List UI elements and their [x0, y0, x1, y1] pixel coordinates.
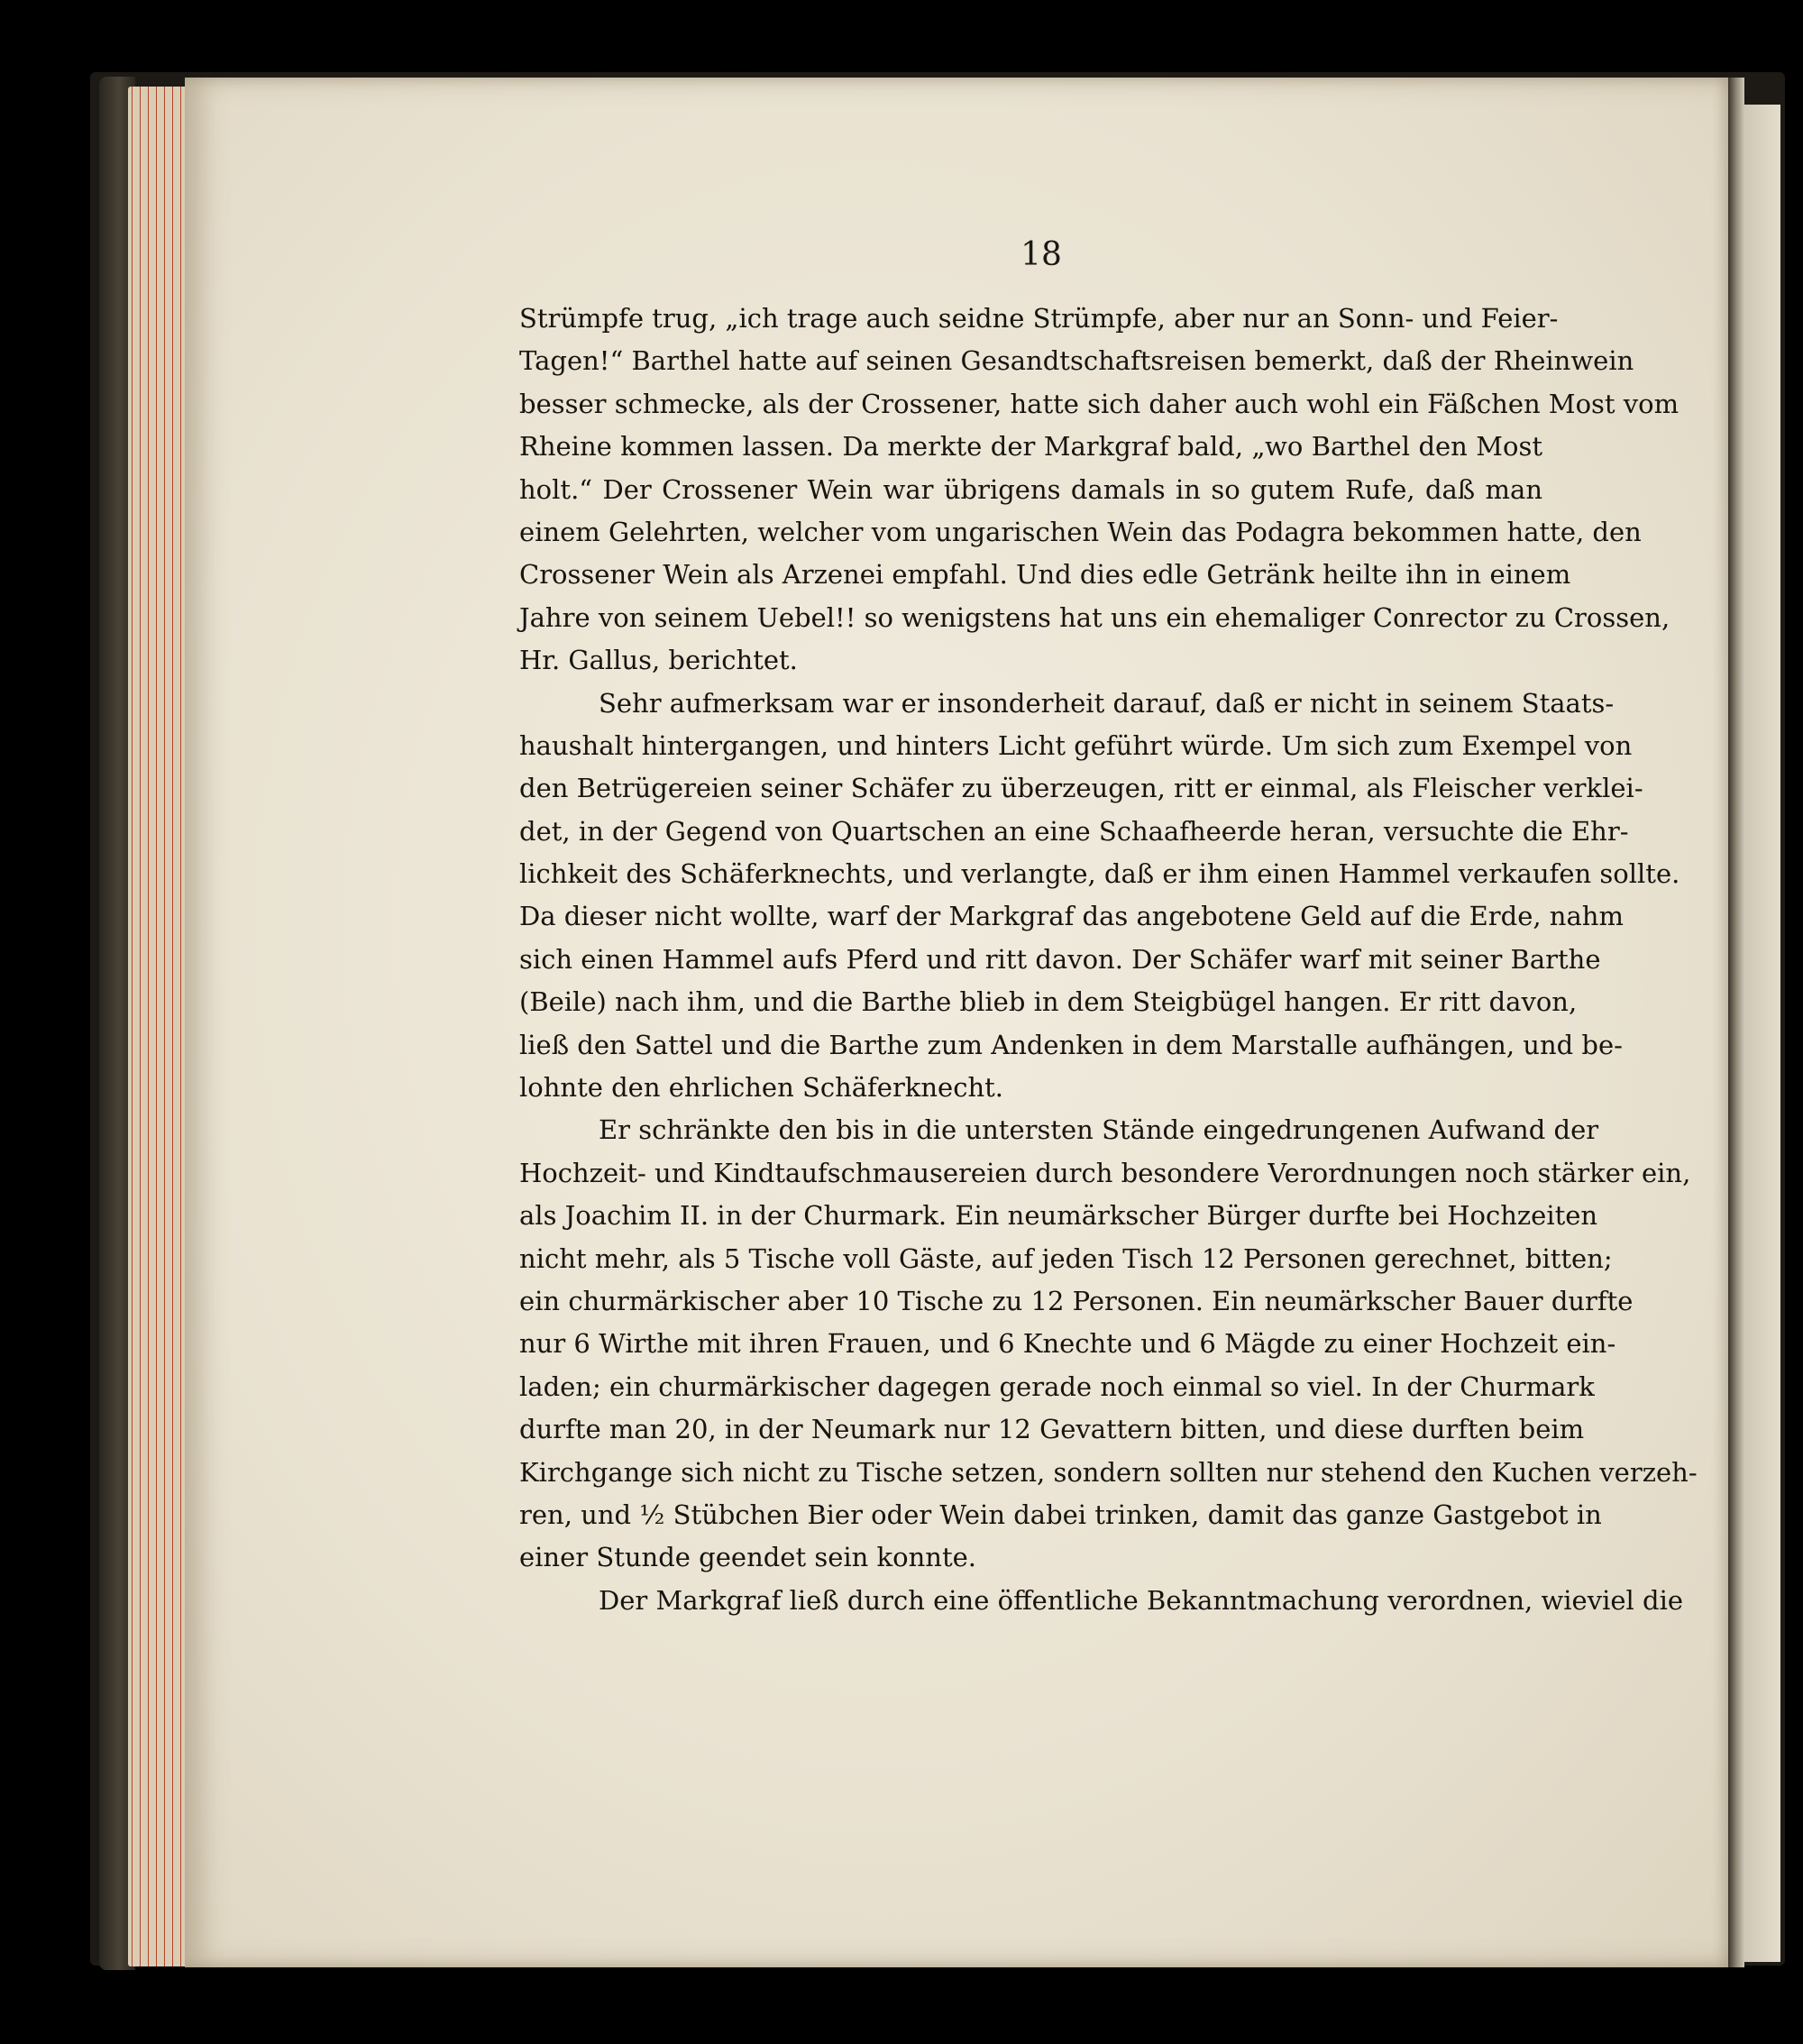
text-line: lohnte den ehrlichen Schäferknecht.: [519, 1072, 1004, 1104]
text-line: einem Gelehrten, welcher vom ungarischen Wein das Podagra bekommen hatte, den: [519, 516, 1642, 547]
text-line: Der Markgraf ließ durch eine öffentliche Bekanntmachung verordnen, wieviel die: [599, 1584, 1684, 1616]
text-line: nur 6 Wirthe mit ihren Frauen, und 6 Knechte und 6 Mägde zu einer Hochzeit ein-: [519, 1328, 1616, 1360]
book-gutter: [1728, 78, 1744, 1967]
text-line: Crossener Wein als Arzenei empfahl. Und dies edle Getränk heilte ihn in einem: [519, 559, 1571, 591]
text-line: Kirchgange sich nicht zu Tische setzen, sondern sollten nur stehend den Kuchen verzeh-: [519, 1456, 1698, 1488]
text-line: lichkeit des Schäferknechts, und verlangte, daß er ihm einen Hammel verkaufen sollte.: [519, 858, 1680, 890]
text-line: sich einen Hammel aufs Pferd und ritt davon. Der Schäfer warf mit seiner Barthe: [519, 943, 1601, 975]
text-line: Rheine kommen lassen. Da merkte der Markgraf bald, „wo Barthel den Most: [519, 431, 1542, 463]
text-line: ließ den Sattel und die Barthe zum Andenken in dem Marstalle aufhängen, und be-: [519, 1029, 1623, 1060]
text-line: als Joachim II. in der Churmark. Ein neumärkscher Bürger durfte bei Hochzeiten: [519, 1200, 1598, 1232]
text-line: Er schränkte den bis in die untersten Stände eingedrungenen Aufwand der: [599, 1114, 1599, 1146]
text-line: holt.“ Der Crossener Wein war übrigens damals in so gutem Rufe, daß man: [519, 473, 1542, 505]
text-line: nicht mehr, als 5 Tische voll Gäste, auf jeden Tisch 12 Personen gerechnet, bitten;: [519, 1242, 1613, 1274]
body-text: [519, 298, 1698, 1622]
text-line: det, in der Gegend von Quartschen an eine Schaafheerde heran, versuchte die Ehr-: [519, 815, 1629, 847]
facing-page-edge: [1744, 105, 1780, 1962]
text-line: einer Stunde geendet sein konnte.: [519, 1542, 976, 1573]
page-number: 18: [1020, 236, 1062, 273]
text-line: Jahre von seinem Uebel!! so wenigstens hat uns ein ehemaliger Conrector zu Crossen,: [519, 601, 1670, 633]
text-line: durfte man 20, in der Neumark nur 12 Gevattern bitten, und diese durften beim: [519, 1414, 1585, 1445]
text-line: Hochzeit- und Kindtaufschmausereien durch besondere Verordnungen noch stärker ein,: [519, 1157, 1691, 1188]
text-line: ein churmärkischer aber 10 Tische zu 12 Personen. Ein neumärkscher Bauer durfte: [519, 1285, 1634, 1316]
text-line: haushalt hintergangen, und hinters Licht geführt würde. Um sich zum Exempel von: [519, 729, 1633, 761]
text-line: den Betrügereien seiner Schäfer zu überzeugen, ritt er einmal, als Fleischer verklei-: [519, 773, 1643, 804]
text-line: besser schmecke, als der Crossener, hatte sich daher auch wohl ein Fäßchen Most vom: [519, 388, 1679, 419]
text-line: laden; ein churmärkischer dagegen gerade noch einmal so viel. In der Churmark: [519, 1370, 1595, 1402]
text-line: Tagen!“ Barthel hatte auf seinen Gesandtschaftsreisen bemerkt, daß der Rheinwein: [519, 345, 1634, 377]
text-line: (Beile) nach ihm, und die Barthe blieb in dem Steigbügel hangen. Er ritt davon,: [519, 986, 1578, 1018]
text-line: Strümpfe trug, „ich trage auch seidne Strümpfe, aber nur an Sonn- und Feier-: [519, 303, 1559, 334]
text-line: Sehr aufmerksam war er insonderheit darauf, daß er nicht in seinem Staats-: [599, 687, 1615, 719]
text-line: ren, und ½ Stübchen Bier oder Wein dabei trinken, damit das ganze Gastgebot in: [519, 1499, 1602, 1530]
text-line: Hr. Gallus, berichtet.: [519, 645, 798, 676]
text-line: Da dieser nicht wollte, warf der Markgraf das angebotene Geld auf die Erde, nahm: [519, 901, 1624, 932]
page-edges: [128, 87, 193, 1966]
